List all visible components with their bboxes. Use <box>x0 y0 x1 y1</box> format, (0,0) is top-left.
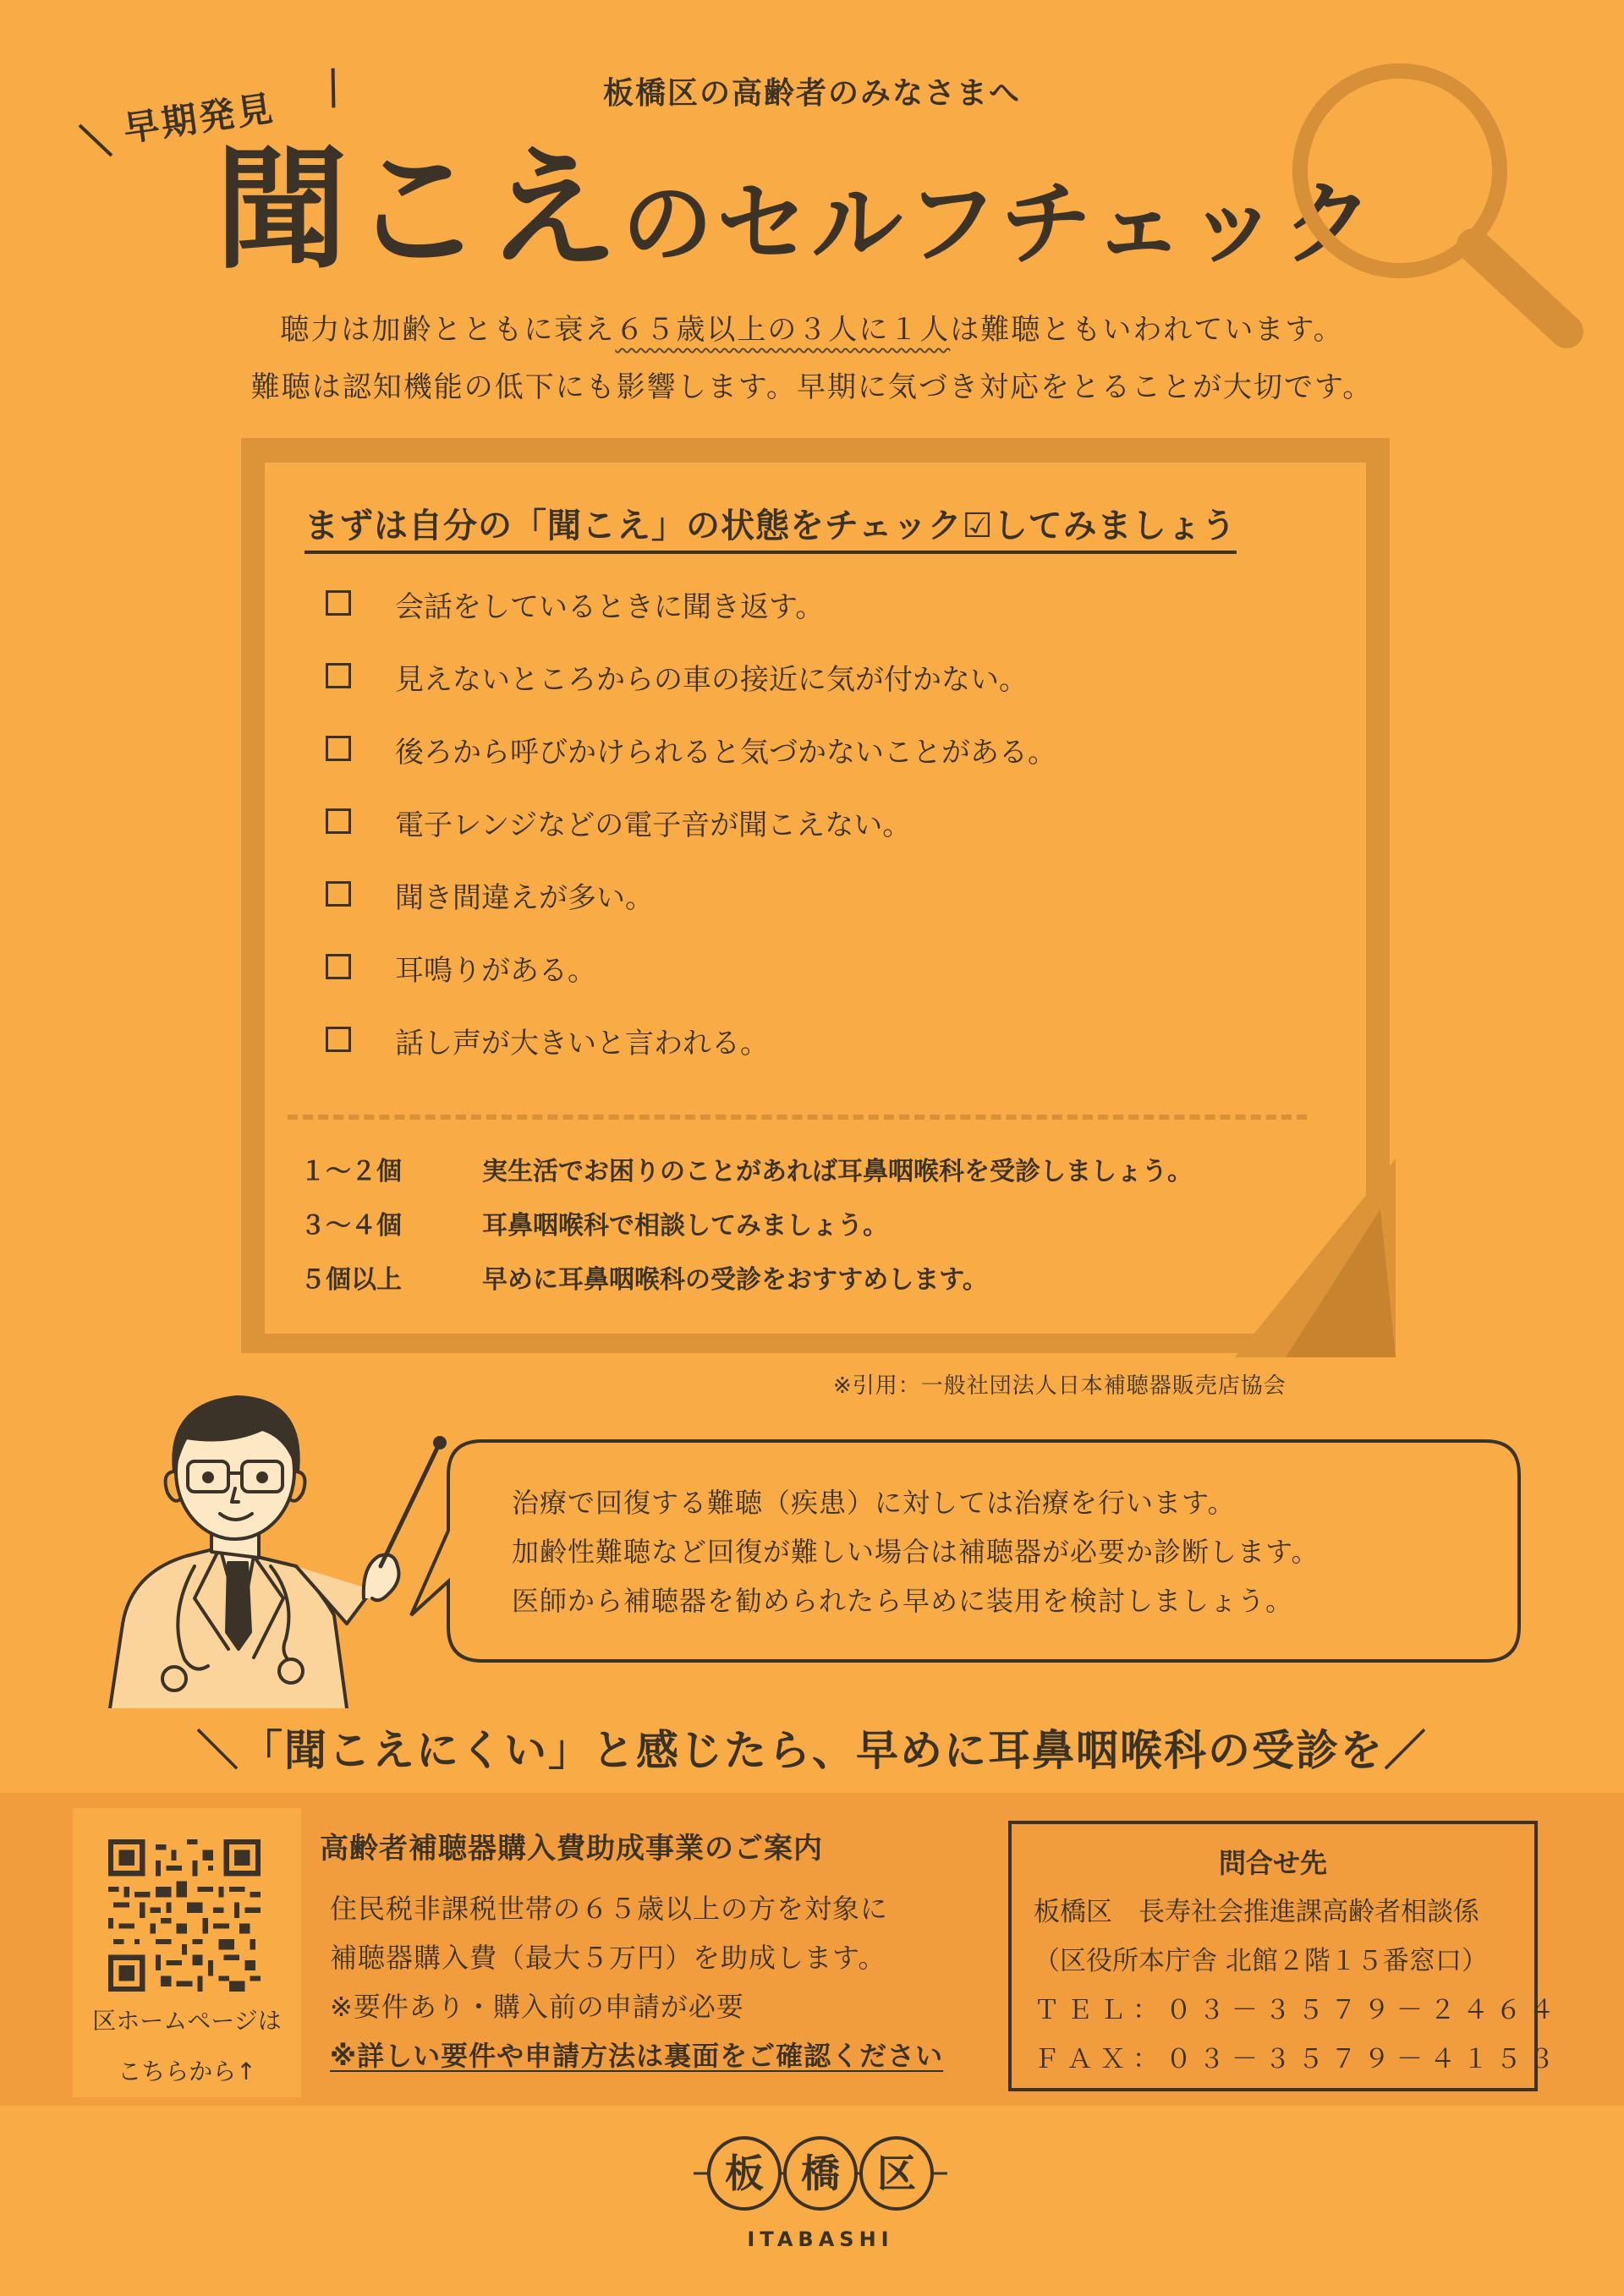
intro-line-1 <box>0 313 1624 348</box>
checklist-item[interactable] <box>326 1020 1341 1093</box>
checklist-item-label: 聞き間違えが多い。 <box>395 881 654 915</box>
checklist-item-label: 耳鳴りがある。 <box>395 954 596 988</box>
checklist-item[interactable] <box>326 874 1341 947</box>
checkbox-icon[interactable] <box>326 954 351 979</box>
contact-details <box>1034 1888 1561 2084</box>
intro-line-1-a: 聴力は加齢とともに衰え <box>280 313 616 347</box>
logo-romaji: ITABASHI <box>747 2228 894 2251</box>
contact-heading: 問合せ先 <box>1218 1847 1327 1879</box>
checklist-item-label: 会話をしているときに聞き返す。 <box>395 590 825 624</box>
subsidy-note: ※詳しい要件や申請方法は裏面をご確認ください <box>330 2040 944 2072</box>
checklist-item[interactable] <box>326 947 1341 1020</box>
result-row <box>300 1204 1193 1258</box>
checklist-item[interactable] <box>326 729 1341 802</box>
logo-char: 板 <box>725 2151 764 2196</box>
page-curl-decoration <box>1235 1159 1396 1357</box>
slogan: ＼「聞こえにくい」と感じたら、早めに耳鼻咽喉科の受診を／ <box>196 1726 1428 1775</box>
subsidy-line: 住民税非課税世帯の６５歳以上の方を対象に <box>330 1893 889 1925</box>
qr-caption-line: こちらから↑ <box>118 2058 256 2085</box>
checklist-item-label: 見えないところからの車の接近に気が付かない。 <box>395 663 1028 697</box>
subsidy-details <box>330 1884 943 2080</box>
checkbox-icon[interactable] <box>326 663 351 688</box>
contact-office: 板橋区 長寿社会推進課高齢者相談係 <box>1034 1897 1479 1927</box>
subsidy-title: 高齢者補聴器購入費助成事業のご案内 <box>320 1832 823 1866</box>
tagline: 板橋区の高齢者のみなさまへ <box>602 76 1021 111</box>
intro-line-1-c: は難聴ともいわれています。 <box>950 313 1344 347</box>
checklist-item[interactable] <box>326 584 1341 656</box>
subsidy-line: 補聴器購入費（最大５万円）を助成します。 <box>330 1942 886 1974</box>
result-row <box>300 1150 1193 1204</box>
speech-bubble-text <box>512 1478 1319 1625</box>
result-range: ５個以上 <box>300 1265 402 1295</box>
logo-char: 区 <box>877 2151 916 2196</box>
checklist-item-label: 話し声が大きいと言われる。 <box>395 1027 769 1060</box>
checkbox-icon[interactable] <box>326 881 351 907</box>
contact-fax: ＦＡＸ：０３－３５７９－４１５３ <box>1034 2044 1561 2074</box>
checklist-heading: まずは自分の「聞こえ」の状態をチェック☑してみましょう <box>304 499 1237 554</box>
early-detection-badge: 早期発見 <box>120 87 278 150</box>
result-row <box>300 1258 1193 1312</box>
intro-line-2: 難聴は認知機能の低下にも影響します。早期に気づき対応をとることが大切です。 <box>250 370 1374 404</box>
title-rest: のセルフチェック <box>622 172 1377 277</box>
checklist-item[interactable] <box>326 802 1341 874</box>
bubble-line: 加齢性難聴など回復が難しい場合は補聴器が必要か診断します。 <box>512 1536 1320 1568</box>
result-range: １～２個 <box>300 1157 402 1186</box>
subsidy-line: ※要件あり・購入前の申請が必要 <box>330 1991 744 2023</box>
contact-phone[interactable]: ＴＥＬ：０３－３５７９－２４６４ <box>1034 1995 1561 2025</box>
checklist-item[interactable] <box>326 656 1341 729</box>
checkbox-icon[interactable] <box>326 1027 351 1052</box>
dashed-divider <box>288 1115 1307 1120</box>
qr-caption-line: 区ホームページは <box>92 2007 282 2035</box>
result-advice: 耳鼻咽喉科で相談してみましょう。 <box>482 1211 888 1241</box>
result-guide <box>300 1150 1193 1312</box>
checkbox-icon[interactable] <box>326 736 351 761</box>
contact-location: （区役所本庁舎 北館２階１５番窓口） <box>1034 1946 1488 1976</box>
checklist-item-label: 電子レンジなどの電子音が聞こえない。 <box>395 808 912 842</box>
checkbox-icon[interactable] <box>326 808 351 834</box>
checkbox-icon[interactable] <box>326 590 351 616</box>
intro-line-1-emphasis: ６５歳以上の３人に１人 <box>615 313 951 347</box>
result-range: ３～４個 <box>300 1211 402 1241</box>
magnifier-icon <box>1252 44 1590 348</box>
bubble-line: 医師から補聴器を勧められたら早めに装用を検討しましょう。 <box>512 1585 1294 1617</box>
checklist-item-label: 後ろから呼びかけられると気づかないことがある。 <box>395 736 1056 770</box>
page-title <box>216 133 1377 287</box>
qr-code-icon[interactable] <box>108 1839 261 1992</box>
result-advice: 早めに耳鼻咽喉科の受診をおすすめします。 <box>482 1265 988 1295</box>
bubble-line: 治療で回復する難聴（疾患）に対しては治療を行います。 <box>512 1487 1236 1519</box>
result-advice: 実生活でお困りのことがあれば耳鼻咽喉科を受診しましょう。 <box>482 1157 1193 1186</box>
title-main: 聞こえ <box>216 133 622 287</box>
qr-caption <box>73 1996 301 2097</box>
citation: ※引用：一般社団法人日本補聴器販売店協会 <box>833 1373 1287 1399</box>
checklist <box>326 584 1341 1093</box>
logo-char: 橋 <box>801 2151 840 2196</box>
